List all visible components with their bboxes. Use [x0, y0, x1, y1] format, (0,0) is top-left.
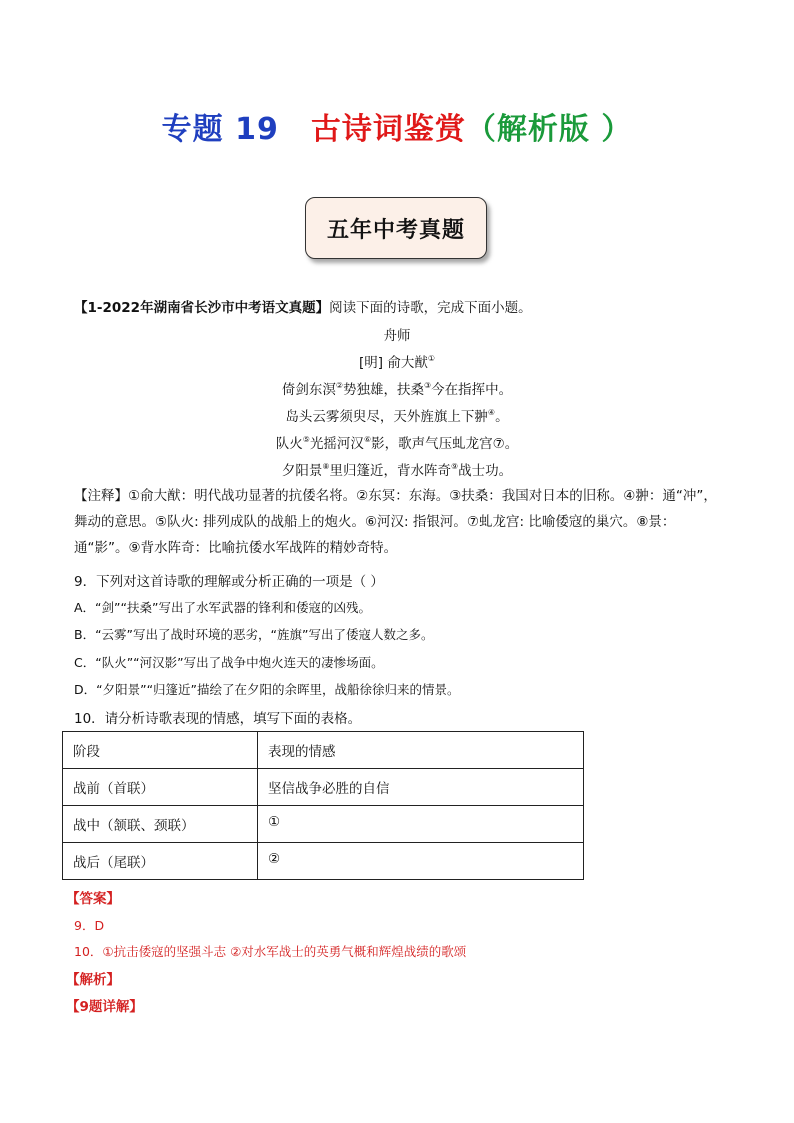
table-row: [63, 769, 584, 806]
table-row: [63, 732, 584, 769]
poem-line: 夕阳景⑧里归篷近，背水阵奇⑨战士功。: [281, 462, 513, 479]
title-topic-name: 古诗词鉴赏: [310, 112, 466, 147]
question-9-option-b: B．“云雾”写出了战时环境的恶劣，“旌旗”写出了倭寇人数之多。: [74, 627, 434, 642]
answer-10: 10．①抗击倭寇的坚强斗志 ②对水军战士的英勇气概和辉煌战绩的歌颂: [74, 944, 467, 959]
answer-9: 9．D: [74, 918, 105, 933]
table-cell: ②: [258, 843, 584, 880]
title-edition: （解析版 ）: [465, 112, 633, 147]
poem-author-note: ①: [427, 354, 435, 363]
question-10-stem: 10．请分析诗歌表现的情感，填写下面的表格。: [74, 711, 362, 727]
analysis-label: 【解析】: [66, 972, 120, 988]
q9-detail-label: 【9题详解】: [66, 999, 143, 1015]
answer-label: 【答案】: [66, 891, 120, 907]
table-cell: 战中（颔联、颈联）: [63, 806, 258, 843]
table-row: [63, 843, 584, 880]
poem-author-text: [明] 俞大猷: [359, 355, 428, 371]
poem-title: 舟师: [383, 328, 411, 344]
table-cell: 表现的情感: [258, 732, 584, 769]
question-9-option-a: A．“剑”“扶桑”写出了水军武器的锋利和倭寇的凶残。: [74, 600, 371, 615]
question-9-stem: 9．下列对这首诗歌的理解或分析正确的一项是（ ）: [74, 574, 384, 590]
poem-annotations: 【注释】①俞大猷：明代战功显著的抗倭名将。②东冥：东海。③扶桑：我国对日本的旧称。④翀：通“冲”，舞动的意思。⑤队火: 排列成队的战船上的炮火。⑥河汉: 指银河。⑦虬龙宫: 比喻倭寇的巢穴。⑧景：通“影”。⑨背水阵奇：比喻抗倭水军战阵的精妙奇特。: [74, 488, 717, 556]
section-badge: 五年中考真题: [305, 197, 487, 259]
page-title: [0, 104, 794, 148]
table-cell: 战前（首联）: [63, 769, 258, 806]
title-topic-number: 专题 19: [161, 112, 279, 147]
table-cell: 坚信战争必胜的自信: [258, 769, 584, 806]
question-9-option-d: D．“夕阳景”“归篷近”描绘了在夕阳的余晖里，战船徐徐归来的情景。: [74, 682, 460, 697]
poem-author: [0, 351, 794, 371]
poem-line: 队火⑤光摇河汉⑥影，歌声气压虬龙宫⑦。: [275, 435, 519, 452]
table-row: [63, 806, 584, 843]
table-cell: 阶段: [63, 732, 258, 769]
question-instruction: 阅读下面的诗歌，完成下面小题。: [329, 300, 532, 316]
emotion-table: [62, 731, 584, 880]
question-9-option-c: C．“队火”“河汉影”写出了战争中炮火连天的凄惨场面。: [74, 655, 384, 670]
poem-line: 倚剑东溟②势独雄，扶桑③今在指挥中。: [281, 381, 513, 398]
question-header: [74, 296, 532, 316]
table-cell: ①: [258, 806, 584, 843]
question-source: 【1-2022年湖南省长沙市中考语文真题】: [74, 300, 330, 316]
table-cell: 战后（尾联）: [63, 843, 258, 880]
poem-line: 岛头云雾须臾尽，天外旌旗上下翀④。: [285, 408, 509, 425]
